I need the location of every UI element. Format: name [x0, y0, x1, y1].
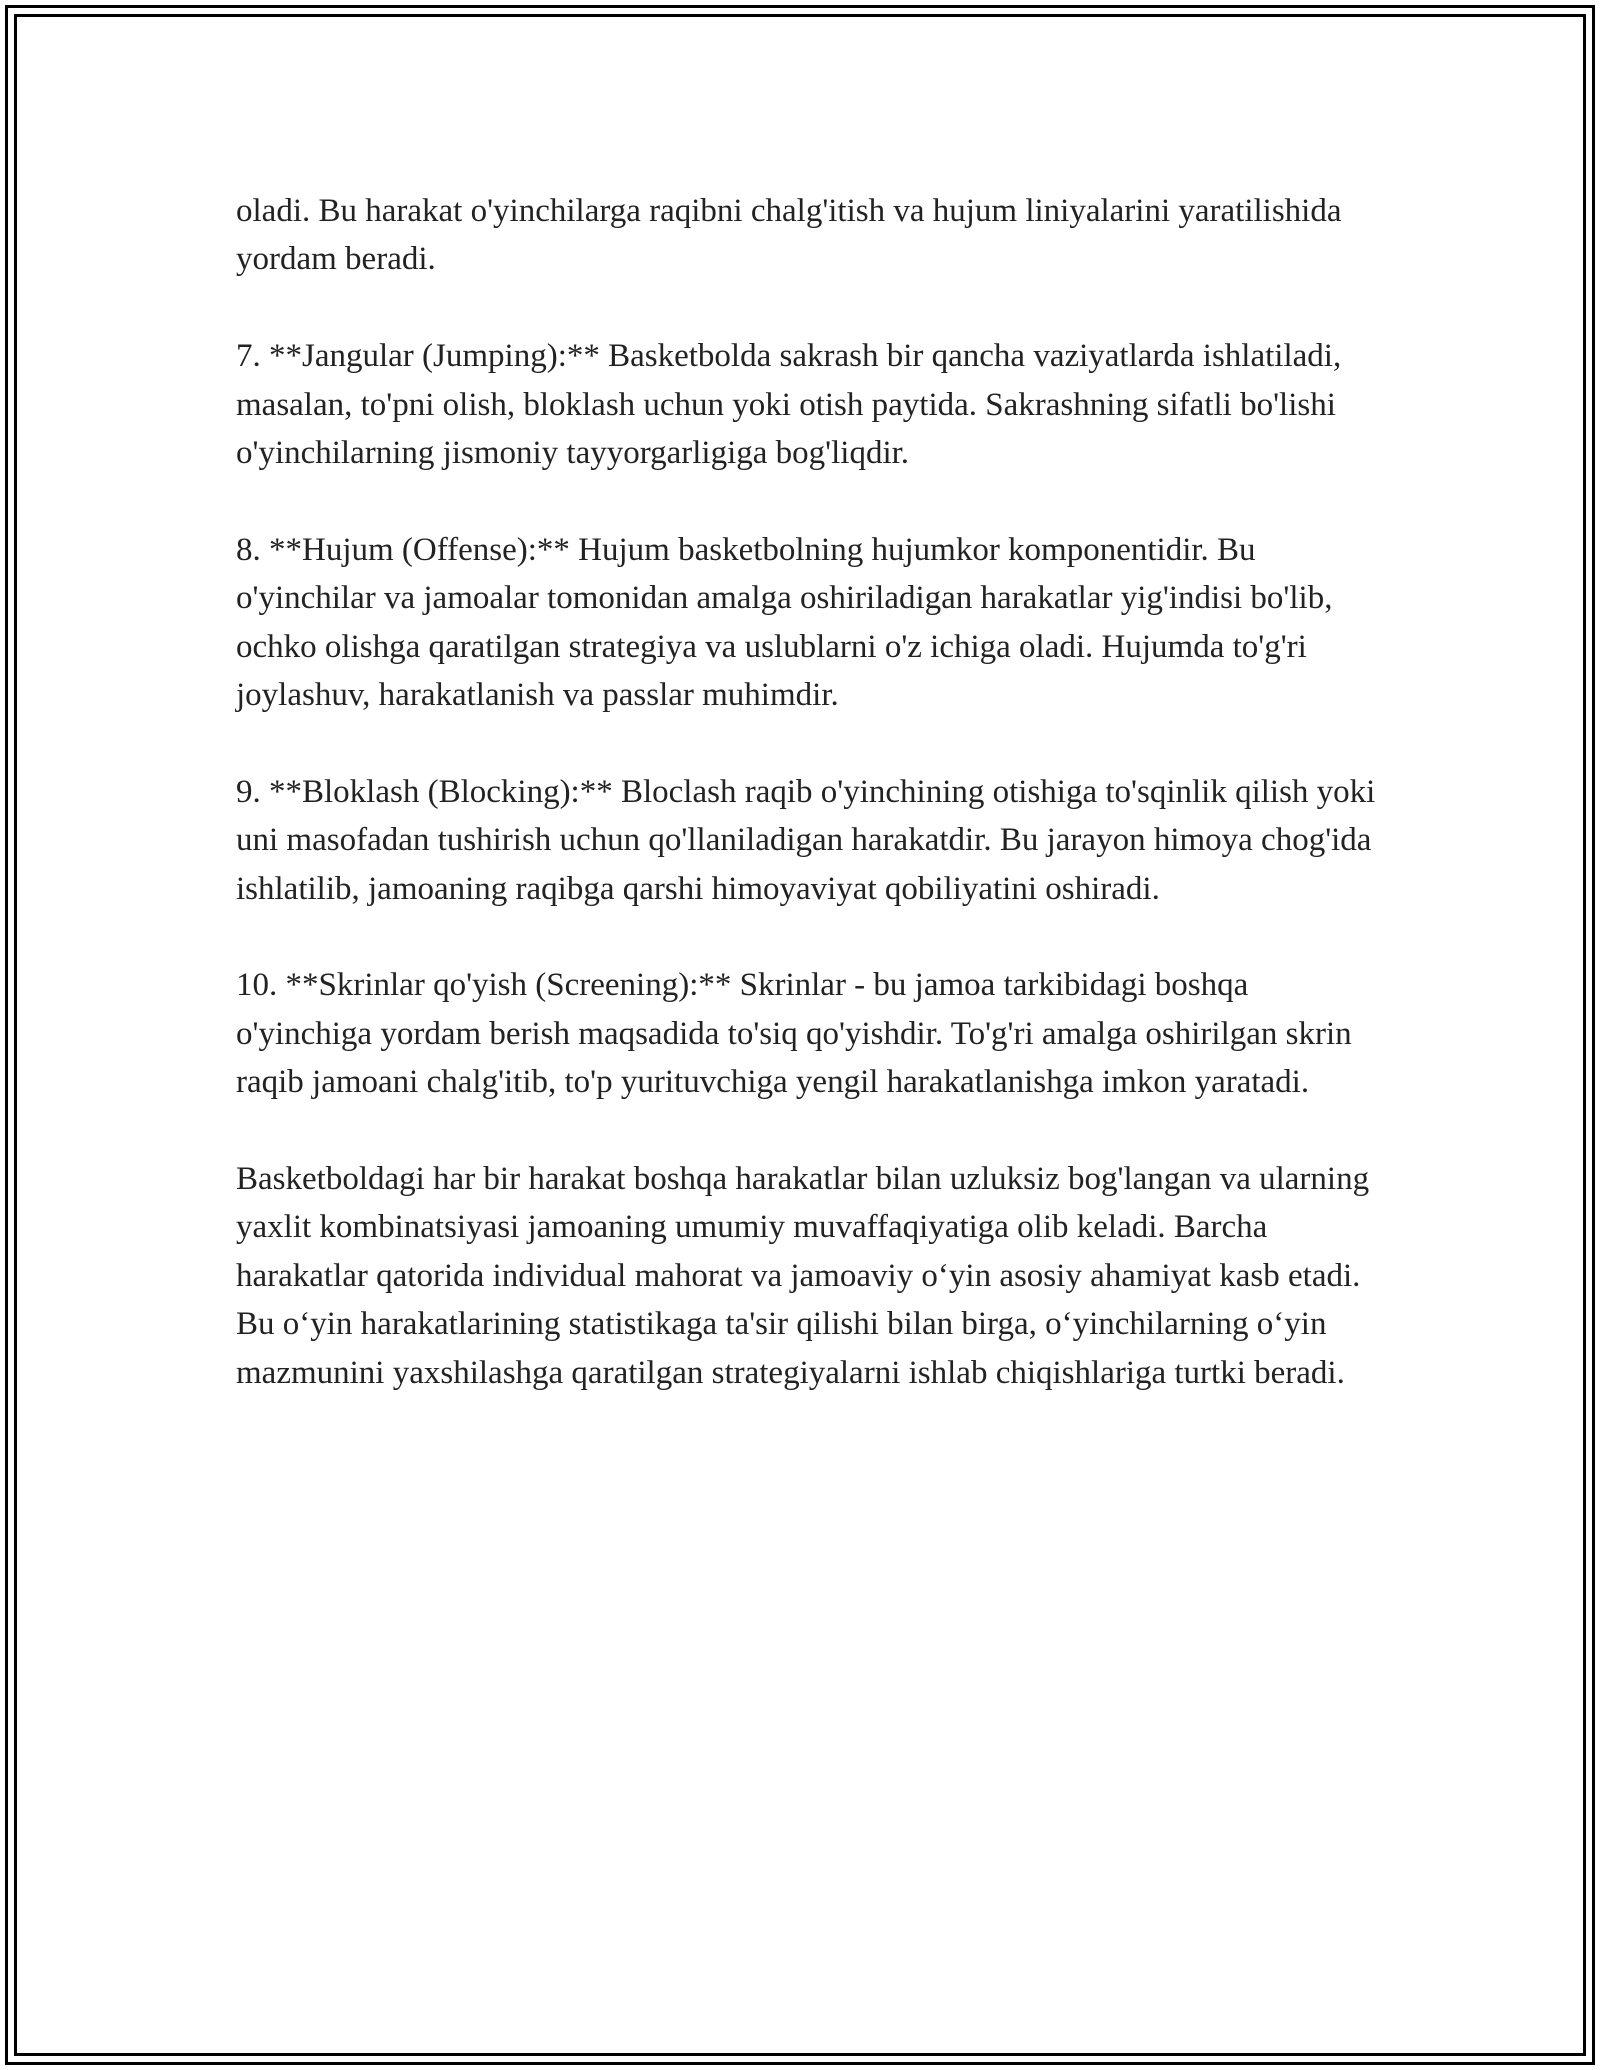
paragraph-blocking: 9. **Bloklash (Blocking):** Bloclash raqib o'yinchining otishiga to'sqinlik qilish yoki uni masofadan tushirish uchun qo'llaniladigan harakatdir. Bu jarayon himoya chog'ida ishlatilib, jamoaning raqibga qarshi himoyaviyat qobiliyatini oshiradi.: [236, 773, 1376, 907]
paragraph-continuation: oladi. Bu harakat o'yinchilarga raqibni chalg'itish va hujum liniyalarini yaratilishida yordam beradi.: [236, 193, 1342, 278]
paragraph-screening: 10. **Skrinlar qo'yish (Screening):** Skrinlar - bu jamoa tarkibidagi boshqa o'yinchiga yordam berish maqsadida to'siq qo'yishdir. To'g'ri amalga oshirilgan skrin raqib jamoani chalg'itib, to'p yurituvchiga yengil harakatlanishga imkon yaratadi.: [236, 967, 1352, 1101]
paragraph-jumping: 7. **Jangular (Jumping):** Basketbolda sakrash bir qancha vaziyatlarda ishlatiladi, masalan, to'pni olish, bloklash uchun yoki otish paytida. Sakrashning sifatli bo'lishi o'yinchilarning jismoniy tayyorgarligiga bog'liqdir.: [236, 338, 1342, 472]
document-body: [236, 187, 1376, 1397]
paragraph-conclusion: Basketboldagi har bir harakat boshqa harakatlar bilan uzluksiz bog'langan va ularning yaxlit kombinatsiyasi jamoaning umumiy muvaffaqiyatiga olib keladi. Barcha harakatlar qatorida individual mahorat va jamoaviy o‘yin asosiy ahamiyat kasb etadi. Bu o‘yin harakatlarining statistikaga ta'sir qilishi bilan birga, o‘yinchilarning o‘yin mazmunini yaxshilashga qaratilgan strategiyalarni ishlab chiqishlariga turtki beradi.: [236, 1161, 1370, 1391]
paragraph-offense: 8. **Hujum (Offense):** Hujum basketbolning hujumkor komponentidir. Bu o'yinchilar va jamoalar tomonidan amalga oshiriladigan harakatlar yig'indisi bo'lib, ochko olishga qaratilgan strategiya va uslublarni o'z ichiga oladi. Hujumda to'g'ri joylashuv, harakatlanish va passlar muhimdir.: [236, 531, 1333, 714]
